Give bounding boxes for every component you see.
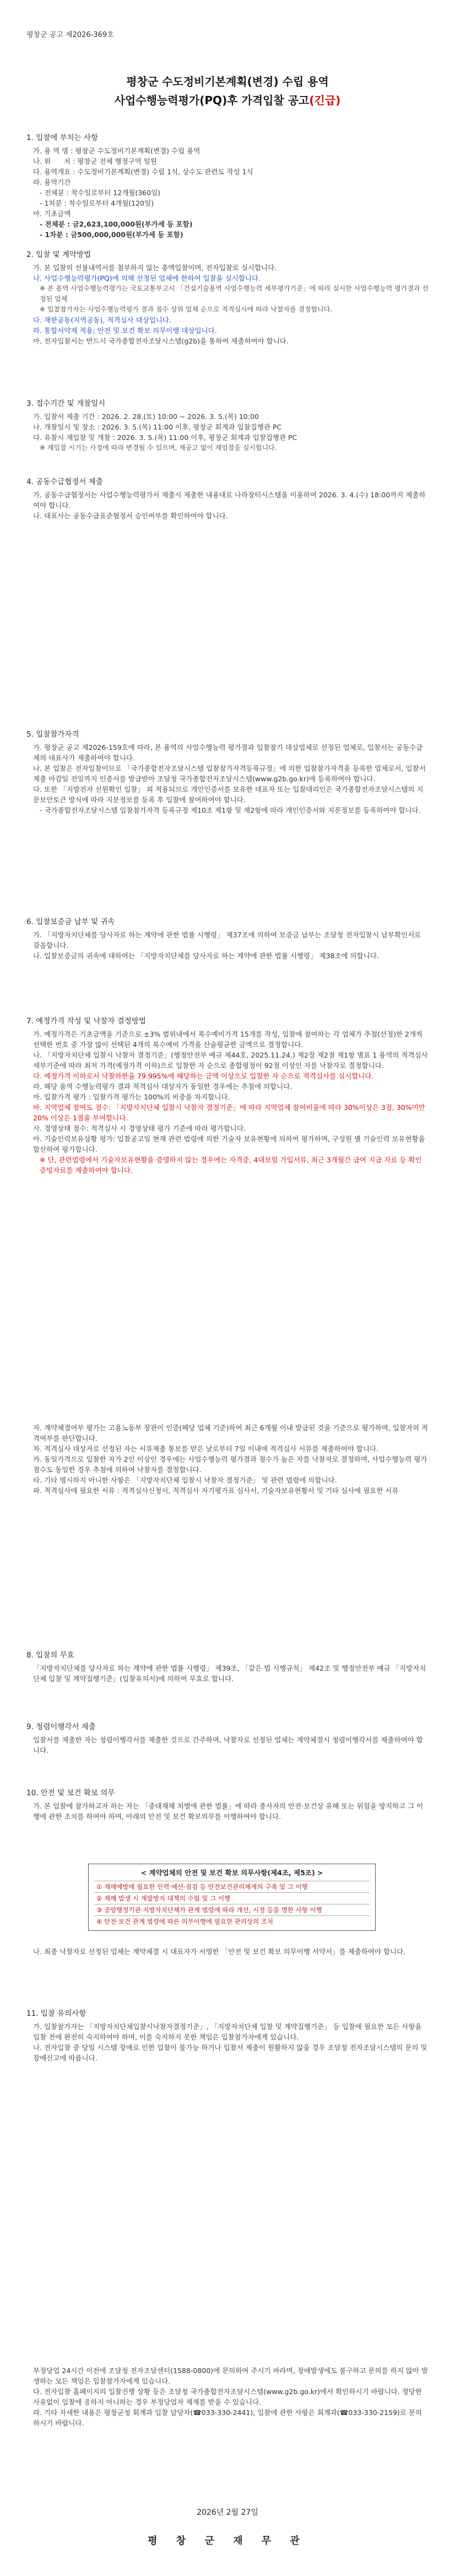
s1-line: 가. 용 역 명 : 평창군 수도정비기본계획(변경) 수립 용역 (33, 147, 201, 155)
section-4 (26, 475, 429, 521)
s1-line: - 전체분 : 착수일로부터 12개월(360일) (40, 189, 161, 197)
section-11 (26, 2007, 429, 2063)
section-heading: 7. 예정가격 작성 및 낙찰자 결정방법 (26, 1017, 146, 1026)
s7b-line: 카. 동일가격으로 입찰한 자가 2인 이상인 경우에는 사업수행능력 평가결과 점수가 높은 자를 낙찰자로 결정하며, 사업수행능력 평가점수도 동일한 경우 추첨에 의하여 낙찰자를 결정합니다. (33, 1455, 427, 1474)
section-6 (26, 915, 429, 961)
s9-line: 입찰서를 제출한 자는 청렴이행각서를 제출한 것으로 간주하며, 낙찰자로 선정된 업체는 계약체결시 청렴이행각서를 제출하여야 합니다. (33, 1736, 423, 1754)
s5-line: 가. 평창군 공고 제2026-159호에 따라, 본 용역의 사업수행능력 평가결과 입찰참가 대상업체로 선정된 업체로, 입찰서는 공동수급체의 대표사가 제출하여야 합니다. (33, 743, 423, 762)
s3-line: 나. 개찰일시 및 장소 : 2026. 3. 5.(목) 11:00 이후, 평창군 회계과 입찰집행관 PC (33, 423, 282, 431)
section-heading: 1. 입찰에 부치는 사항 (26, 133, 99, 142)
s7-note: ※ 단, 관련법령에서 기술자보유현황을 증명하지 않는 경우에는 자격증, 4대보험 가입서류, 최근 3개월간 급여 지급 자료 등 확인 증빙자료를 제출하여야 합니다. (40, 1156, 424, 1174)
s11-line: 라. 기타 자세한 내용은 평창군청 회계과 입찰 담당자(☎033-330-2441), 입찰에 관한 사항은 회계과(☎033-330-2159)로 문의하시기 바랍니다. (33, 2408, 422, 2427)
s2-line: 나. 사업수행능력평가(PQ)에 의해 선정된 업체에 한하여 입찰을 실시합니다. (33, 274, 261, 282)
s1-line: 라. 용역기간 (33, 178, 71, 186)
s1-line: 다. 용역개요 : 수도정비기본계획(변경) 수립 1식, 상수도 관련도 작성 1식 (33, 168, 253, 176)
notice-date: 2026년 2월 27일 (197, 2508, 258, 2517)
s2-line: 마. 전자입찰서는 반드시 국가종합전자조달시스템(g2b)을 통하여 제출하여야 합니다. (33, 337, 289, 345)
s11-line: 나. 전자입찰 중 당일 시스템 장애로 인한 입찰이 불가능 하거나 입찰서 제출이 원활하지 않을 경우 조달청 전자조달시스템의 문의 및 장애신고에 따릅니다. (33, 2043, 430, 2062)
s3-note: ※ 재입찰 시기는 사정에 따라 변경될 수 있으며, 재공고 없이 재입찰을 실시합니다. (40, 444, 277, 452)
s1-line: - 전체분 : 금2,623,100,000원(부가세 등 포함) (40, 220, 193, 228)
s7-line: 나. 「지방자치단체 입찰시 낙찰자 결정기준」(행정안전부 예규 제44호, 2025.11.24.) 제2장 제2절 제1항 별표 1 용역의 적격심사 세부기준에 따라 최저 가격(예정가격 이하)으로 입찰한 자 순으로 종합평점이 92점 이상인 자를 낙찰자로 결정합니다. (33, 1051, 430, 1070)
section-heading: 9. 청렴이행각서 제출 (26, 1722, 96, 1731)
safety-item: ② 재해 발생 시 재발방지 대책의 수립 및 그 이행 (94, 1892, 370, 1904)
s7b-line: 자. 계약체결여부 평가는 고용노동부 장관이 인증(해당 업체 기준)하여 최근 6개월 이내 발급된 것을 기준으로 평가하며, 입찰자의 적격여부를 판단합니다. (33, 1424, 429, 1442)
s2-line: 다. 재한공동(지역공동), 적격심사 대상입니다. (33, 316, 171, 324)
section-2 (26, 248, 429, 346)
safety-item: ④ 안전·보건 관계 법령에 따른 의무이행에 필요한 관리상의 조치 (94, 1915, 370, 1927)
section-7-continued (26, 1423, 429, 1496)
s7-line: 다. 예정가격 이하로서 낙찰하한율 79.995%에 해당하는 금액 이상으로 입찰한 자 순으로 적격심사를 실시합니다. (33, 1072, 374, 1080)
section-heading: 11. 입찰 유의사항 (26, 2009, 86, 2018)
s11-line: 가. 입찰참가자는 「지방자치단체입찰시낙찰자결정기준」, 「지방자치단체 입찰 및 계약집행기준」 등 입찰에 필요한 모든 사항을 입찰 전에 완전히 숙지하여야 하며, 이를 숙지하지 못한 책임은 입찰참가자에게 있습니다. (33, 2022, 424, 2041)
s1-line: 나. 위 치 : 평창군 전체 행정구역 일원 (33, 157, 157, 165)
safety-obligations-box (88, 1864, 376, 1931)
s6-line: 나. 입찰보증금의 귀속에 대하여는 「지방자치단체를 당사자로 하는 계약에 관한 법률 시행령」 제38조에 의합니다. (33, 952, 379, 960)
s5-line: 다. 또한 「지방전자 선원확인 입찰」 외 적용되므로 개인인증서를 보유한 대표자 또는 입찰대리인은 국가종합전자조달시스템의 지문보안토큰 방식에 따라 지문정보를 등록 후 입찰에 참여하여야 합니다. (33, 785, 424, 804)
s7-line: 아. 기술인력보유상황 평가: 입찰공고일 현재 관련 법령에 의한 기술자 보유현황에 의하여 평가하며, 구성원 별 기술인력 보유현황을 합산하여 평가합니다. (33, 1135, 427, 1153)
section-3 (26, 397, 429, 453)
section-7 (26, 1015, 429, 1176)
s2-line: 가. 본 입찰의 선불내역서를 첨부하지 않는 총액입찰이며, 전자입찰로 실시합니다. (33, 264, 277, 272)
urgent-badge: (긴급) (309, 94, 341, 107)
safety-item: ① 재해예방에 필요한 인력·예산·점검 등 안전보건관리체계의 구축 및 그 이행 (94, 1881, 370, 1892)
s7b-line: 타. 기타 명시하지 아니한 사항은 「지방자치단체 입찰시 낙찰자 결정기준」 및 관련 법령에 의합니다. (33, 1476, 337, 1484)
s11-line: 다. 전자입찰 홈페이지의 입찰진행 상황 등은 조달청 국가종합전자조달시스템(www.g2b.go.kr)에서 확인하시기 바랍니다. 정당한 사유없이 입찰에 응하지 아니하는 경우 부정당업자 제재를 받을 수 있습니다. (33, 2387, 424, 2406)
section-heading: 3. 접수기간 및 개찰일시 (26, 399, 106, 408)
s10b-line: 나. 최종 낙찰자로 선정된 업체는 계약체결 시 대표자가 서명한 「안전 및 보건 확보 의무이행 서약서」를 제출하여야 합니다. (33, 1947, 406, 1956)
title-line-1: 평창군 수도정비기본계획(변경) 수립 용역 (126, 75, 329, 88)
s1-line: - 1차분 : 착수일로부터 4개월(120일) (40, 199, 154, 207)
title-main: 사업수행능력평가(PQ)후 가격입찰 공고 (114, 94, 310, 107)
s7-line: 바. 지역업체 참여도 점수: 「지방자치단체 입찰시 낙찰자 결정기준」에 따라 지역업체 참여비율에 따라 30%이상은 3점, 30%미만 20% 이상은 1점을 부여합니다. (33, 1103, 427, 1122)
section-heading: 10. 안전 및 보건 확보 의무 (26, 1789, 115, 1797)
section-heading: 4. 공동수급협정서 제출 (26, 477, 103, 486)
issuing-organization: 평 창 군 재 무 관 (148, 2535, 307, 2547)
s7-line: 라. 해당 용역 수행능력평가 결과 적격심사 대상자가 동일한 경우에는 추첨에 의합니다. (33, 1082, 292, 1091)
section-1 (26, 131, 429, 240)
s2-line: 라. 통합서약제 적용; 안전 및 보건 확보 의무이행 대상입니다. (33, 326, 217, 335)
section-11-continued (26, 2365, 429, 2428)
section-heading: 5. 입찰참가자격 (26, 730, 79, 739)
s8-line: 「지방자치단체를 당사자로 하는 계약에 관한 법률 시행령」 제39조, 「같은 법 시행규칙」 제42조 및 행정안전부 예규 「지방자치단체 입찰 및 계약집행기준」(입찰유의서)에 의하여 무효로 합니다. (33, 1664, 426, 1683)
s4-line: 나. 대표사는 공동수급표준협정서 승인여부를 확인하여야 합니다. (33, 512, 228, 520)
s2-note: ※ 입찰참가자는 사업수행능력평가 결과 점수 상위 업체 순으로 적격심사에 따라 낙찰자를 결정합니다. (40, 305, 333, 313)
s2-note: ※ 본 용역 사업수행능력평가는 국토교통부고시 「건설기술용역 사업수행능력 세부평가기준」에 따라 실시한 사업수행능력 평가결과 선정된 업체 (40, 285, 429, 303)
safety-item: ③ 중앙행정기관·지방자치단체가 관계 법령에 따라 개선, 시정 등을 명한 사항 이행 (94, 1904, 370, 1915)
s4-line: 가. 공동수급협정서는 사업수행능력평가서 제출시 제출한 내용대로 나라장터시스템을 이용하여 2026. 3. 4.(수) 18:00까지 제출하여야 합니다. (33, 491, 426, 509)
section-heading: 6. 입찰보증금 납부 및 귀속 (26, 917, 115, 926)
s5-line: 나. 본 입찰은 전자입찰이므로 「국가종합전자조달시스템 입찰참가자격등록규정」에 의한 입찰참가자격을 등록한 업체로서, 입찰서 제출 마감일 전일까지 인증서를 발급받아 조달청 국가종합전자조달시스템(www.g2b.go.kr)에 등록하여야 합니다. (33, 764, 428, 783)
s7b-line: 파. 적격심사에 필요한 서류 : 적격심사신청서, 적격심사 자기평가표 심사서, 기술자보유현황서 및 기타 심사에 필요한 서류 (33, 1486, 399, 1495)
s7-line: 마. 입찰가격 평가 : 입찰가격 평가는 100%의 비중을 차지합니다. (33, 1093, 230, 1101)
section-10 (26, 1786, 429, 1822)
section-heading: 8. 입찰의 무효 (26, 1651, 74, 1660)
title-line-2 (0, 92, 455, 108)
s3-line: 다. 유찰시 재입찰 및 개찰 : 2026. 3. 5.(목) 11:00 이후, 평창군 회계과 입찰집행관 PC (33, 433, 297, 442)
s3-line: 가. 입찰서 제출 기간 : 2026. 2. 28.(토) 10:00 ~ 2026. 3. 5.(목) 10:00 (33, 412, 259, 421)
s1-line: - 1차분 : 금500,000,000원(부가세 등 포함) (40, 230, 183, 239)
s5-line: - 국가종합전자조달시스템 입찰참가자격 등록규정 제10조 제1항 및 제2항에 따라 개인인증서와 지문정보를 등록하여야 합니다. (40, 806, 421, 814)
section-8 (26, 1649, 429, 1684)
s7-line: 사. 경영상태 점수: 적격심사 시 경영상태 평가 기준에 따라 평가합니다. (33, 1124, 246, 1133)
s6-line: 가. 「지방자치단체를 당사자로 하는 계약에 관한 법률 시행령」 제37조에 의하여 보증금 납부는 조달청 전자입찰시 납부확인서로 갈음합니다. (33, 931, 424, 949)
s11-line: 부정당업 24시간 이전에 조달청 전자조달센터(1588-0800)에 문의하여 주시기 바라며, 장애발생에도 불구하고 문의를 하지 않아 발생하는 모든 책임은 입찰참가자에게 있습니다. (33, 2366, 428, 2385)
doc-number: 평창군 공고 제2026-369호 (26, 31, 114, 39)
section-9 (26, 1720, 429, 1756)
safety-box-title: < 계약업체의 안전 및 보건 확보 의무사항(제4조, 제5조) > (140, 1869, 323, 1877)
s1-line: 마. 기초금액 (33, 210, 71, 218)
s7-line: 가. 예정가격은 기초금액을 기준으로 ±3% 범위내에서 복수예비가격 15개를 작성, 입찰에 참여하는 각 업체가 추첨(선정)한 2개씩 선택한 번호 중 가장 많이 선택된 4개의 복수예비 가격을 산술평균한 금액으로 결정합니다. (33, 1030, 425, 1049)
s10-line: 가. 본 입찰에 참가하고자 하는 자는 「중대재해 처벌에 관한 법률」에 따라 종사자의 안전·보건상 유해 또는 위험을 방지하고 그 이행에 관한 조치를 하여야 하며, 아래의 안전 및 보건 확보의무를 이행하여야 합니다. (33, 1802, 424, 1821)
section-5 (26, 728, 429, 815)
section-10-continued (26, 1946, 429, 1957)
section-heading: 2. 입찰 및 계약방법 (26, 250, 91, 259)
s7b-line: 차. 적격심사 대상자로 선정된 자는 서류제출 통보를 받은 날로부터 7일 이내에 적격심사 서류를 제출하여야 합니다. (33, 1445, 378, 1453)
